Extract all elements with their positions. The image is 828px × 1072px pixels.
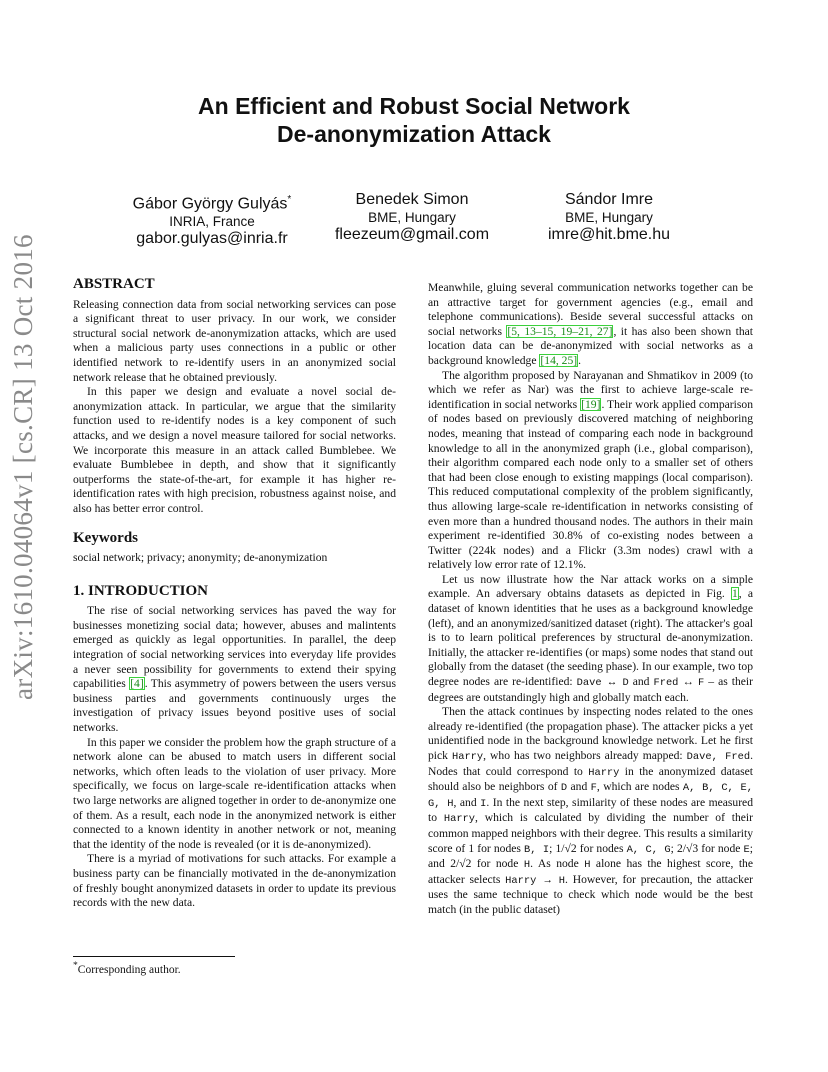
code-text: H <box>584 859 591 872</box>
intro-text: The rise of social networking services has paved the way for businesses monetizing social data; however, abuses and malintents emerged as quickly as legal opportunities. In parallel, the deep integration of social networking services into everyday life provides a never seen possibility for governments to extend their spying capabilities <box>73 604 396 691</box>
code-text: B, I <box>524 843 550 856</box>
body-text: alone has the highest score, the attacker selects <box>428 857 754 886</box>
body-text: , which is calculated by dividing the number of their common mapped neighbors with their degree. This results a similarity score of 1 for nodes <box>428 811 754 855</box>
code-text: F <box>590 782 597 795</box>
right-column <box>428 281 753 918</box>
footnote <box>73 960 181 976</box>
body-text: , it has also been shown that location data can be de-anonymized with social networks as a background knowledge <box>428 324 753 367</box>
author-affiliation: BME, Hungary <box>368 210 456 225</box>
body-text: – as their degrees are outstandingly high and globally match each. <box>428 675 753 704</box>
author-2 <box>297 190 527 244</box>
code-text: D <box>560 782 568 795</box>
right-paragraph-3 <box>428 573 753 705</box>
code-text: Harry <box>588 766 620 779</box>
body-text: ↔ <box>678 675 699 689</box>
author-affiliation: INRIA, France <box>169 214 255 230</box>
body-text: . As node <box>530 857 585 871</box>
citation-link[interactable]: [4] <box>130 677 144 691</box>
intro-paragraph-2: In this paper we consider the problem how the graph structure of a network alone can be abused to match users in different social networks, which often leads to the violation of user privacy. More specifically, we focus on large-scale re-identification attacks when two large networks are aligned together in order to de-anonymize one of them. As a result, each node in the anonymized network is either connected to a known identity in another network or not, meaning that the identity of the node is revealed (or it is de-anonymized). <box>73 735 397 851</box>
keywords-text: social network; privacy; anonymity; de-anonymization <box>73 551 328 565</box>
body-text: ; 1/√2 for nodes <box>549 841 627 855</box>
left-column <box>73 277 396 911</box>
author-email: gabor.gulyas@inria.fr <box>136 230 288 248</box>
body-text: , who has two neighbors already mapped: <box>483 749 687 762</box>
code-text: Fred <box>653 677 679 690</box>
arxiv-identifier-stamp: arXiv:1610.04064v1 [cs.CR] 13 Oct 2016 <box>8 234 38 700</box>
author-name: Sándor Imre <box>564 191 654 208</box>
keywords-heading: Keywords <box>73 529 138 546</box>
body-text: Then the attack continues by inspecting nodes related to the ones already re-identified (the propagation phase). The attacker picks a yet unidentified node in the background knowledge network. Let he first pick <box>428 705 753 762</box>
body-text: and <box>628 675 654 689</box>
abstract-heading: ABSTRACT <box>73 276 155 292</box>
abstract-paragraph-1: Releasing connection data from social networking services can pose a significant threat to user privacy. In our work, we consider structural social network de-anonymization attacks, which are used when a malicious party uses connections in a public or other identified network to re-identify users in an anonymized social network release that he obtained previously. <box>73 297 396 384</box>
author-1 <box>97 190 327 248</box>
author-footnote-mark: * <box>287 194 292 205</box>
body-text: and <box>567 780 591 794</box>
author-name: Benedek Simon <box>355 191 469 208</box>
footnote-text: Corresponding author. <box>77 963 181 976</box>
title-line-2: De-anonymization Attack <box>277 121 551 147</box>
footnote-mark: * <box>73 960 78 971</box>
body-text: Let us now illustrate how the Nar attack works on a simple example. An adversary obtains datasets as depicted in Fig. <box>428 572 753 601</box>
body-text: ; 2/√3 for node <box>670 841 744 855</box>
body-text: Meanwhile, gluing several communication networks together can be an attractive target for government agencies (e.g., email and telephone communications). Beside several successful attacks on social networks <box>428 281 753 338</box>
body-text: . In the next step, similarity of these nodes are measured to <box>428 795 754 825</box>
right-paragraph-4 <box>428 705 753 917</box>
figure-link[interactable]: 1 <box>731 587 738 601</box>
body-text: , which are nodes <box>596 780 683 794</box>
right-paragraph-1 <box>428 281 753 369</box>
title-line-1: An Efficient and Robust Social Network <box>198 93 630 119</box>
code-text: H <box>523 859 531 872</box>
citation-link[interactable]: [14, 25] <box>540 353 578 367</box>
body-text: The algorithm proposed by Narayanan and Shmatikov in 2009 (to which we refer as Nar) was the first to achieve large-scale re-identification in social networks <box>428 368 753 411</box>
introduction-heading: 1. INTRODUCTION <box>73 582 209 599</box>
body-text: , and <box>453 795 481 809</box>
code-text: A, B, C, E, G, H <box>428 782 753 810</box>
body-text: . Their work applied comparison of nodes based on previously discovered matching of neighboring nodes, meaning that instead of comparing each node in background knowledge to all in the anonymized graph (i.e., global comparison), their algorithm compared each node only to a smaller set of others that had been close enough to existing mappings (local comparison). This reduced computational complexity of the problem significantly, thus allowing large-scale re-identification in networks consisting of even more than a hundred thousand nodes. The authors in their main experiment re-identified 30.8% of co-existing nodes between a Twitter (224k nodes) and a Flickr (3.3m nodes) crawl with a relatively low error rate of 12.1%. <box>428 397 753 572</box>
intro-paragraph-3: There is a myriad of motivations for such attacks. For example a business party can be financially motivated in the de-anonymization of freshly bought anonymized datasets in order to update its previous records with the new data. <box>73 852 396 910</box>
body-text: ; and 2/√2 for node <box>428 841 753 871</box>
code-text: Dave, Fred <box>686 751 751 763</box>
right-paragraph-2 <box>428 369 753 573</box>
code-text: Dave ↔ D <box>576 677 629 690</box>
intro-paragraph-1 <box>73 604 396 735</box>
author-3 <box>494 190 724 244</box>
body-text: , a dataset of known identities that he uses as a background knowledge (left), and an anonymized/sanitized dataset (right). The attacker's goal is to to learn political preferences by structural de-anonymization. Initially, the attacker re-identifies (or maps) some nodes that stand out globally from the dataset (the seeding phase). In our example, two top degree nodes are re-identified: <box>428 587 753 689</box>
footnote-rule <box>73 956 235 957</box>
author-email: fleezeum@gmail.com <box>334 226 490 243</box>
code-text: Harry <box>443 813 476 826</box>
code-text: F <box>698 677 705 690</box>
citation-link[interactable]: [19] <box>581 397 601 411</box>
intro-text: . This asymmetry of powers between the users versus business parties and governments continuously urges the investigation of privacy issues beyond positive uses of social networks. <box>73 677 396 735</box>
citation-link[interactable]: [5, 13–15, 19–21, 27] <box>507 324 613 338</box>
paper-title <box>0 92 828 148</box>
code-text: I <box>480 797 487 810</box>
body-text: . <box>578 353 582 367</box>
author-affiliation: BME, Hungary <box>565 210 653 225</box>
body-text: . However, for precaution, the attacker uses the same technique to check which node would be the best match (in the public dataset) <box>428 872 753 916</box>
code-text: E <box>743 843 750 856</box>
body-text: . Nodes that could correspond to <box>428 749 754 778</box>
code-text: Harry <box>451 751 484 763</box>
code-text: Harry → H <box>505 874 566 887</box>
body-text: in the anonymized dataset should also be neighbors of <box>428 764 753 794</box>
author-email: imre@hit.bme.hu <box>547 226 671 243</box>
author-name: Gábor György Gulyás <box>132 195 288 213</box>
abstract-paragraph-2: In this paper we design and evaluate a novel social de-anonymization attack. In particular, we argue that the similarity function used to re-identify nodes is a key component of such attacks, and we design a novel measure tailored for social networks. We incorporate this measure in an attack called Bumblebee. We evaluate Bumblebee in depth, and show that it significantly outperforms the state-of-the-art, for example it has higher re-identification rates with high precision, robustness against noise, and also has better error control. <box>73 385 396 515</box>
code-text: A, C, G <box>626 843 671 856</box>
